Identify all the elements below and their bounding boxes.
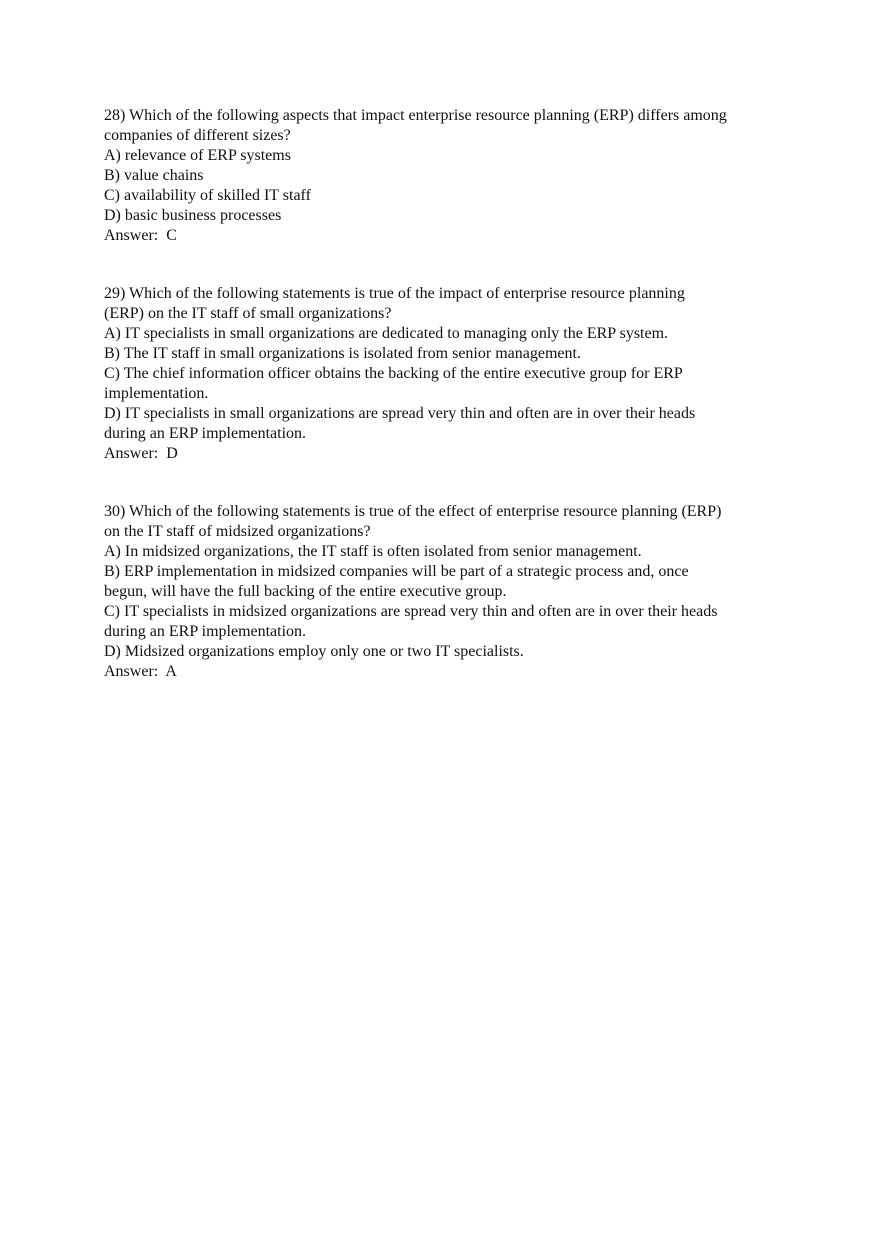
question-stem-line: 29) Which of the following statements is true of the impact of enterprise resource planning (104, 285, 685, 302)
answer-option: C) availability of skilled IT staff (104, 187, 311, 204)
answer-option: B) The IT staff in small organizations is isolated from senior management. (104, 345, 581, 362)
answer-key: Answer: A (104, 663, 177, 680)
question-28 (104, 106, 794, 246)
answer-option: A) In midsized organizations, the IT staff is often isolated from senior management. (104, 543, 642, 560)
question-30 (104, 502, 794, 682)
answer-option-continued: during an ERP implementation. (104, 425, 307, 442)
answer-option: D) Midsized organizations employ only one or two IT specialists. (104, 643, 524, 660)
question-stem-line: (ERP) on the IT staff of small organizations? (104, 305, 392, 322)
question-stem-line: 30) Which of the following statements is true of the effect of enterprise resource planning (ERP) (104, 503, 722, 520)
question-stem-line: companies of different sizes? (104, 127, 291, 144)
question-stem-line: 28) Which of the following aspects that impact enterprise resource planning (ERP) differs among (104, 107, 727, 124)
answer-option: D) IT specialists in small organizations are spread very thin and often are in over their heads (104, 405, 696, 422)
answer-option: A) IT specialists in small organizations are dedicated to managing only the ERP system. (104, 325, 669, 342)
answer-option: B) ERP implementation in midsized companies will be part of a strategic process and, once (104, 563, 689, 580)
answer-option-continued: begun, will have the full backing of the entire executive group. (104, 583, 507, 600)
question-29 (104, 284, 794, 464)
answer-option-continued: implementation. (104, 385, 209, 402)
answer-option: D) basic business processes (104, 207, 282, 224)
answer-option: B) value chains (104, 167, 204, 184)
answer-option: C) The chief information officer obtains the backing of the entire executive group for ERP (104, 365, 683, 382)
answer-option-continued: during an ERP implementation. (104, 623, 307, 640)
answer-key: Answer: D (104, 445, 178, 462)
question-stem-line: on the IT staff of midsized organizations? (104, 523, 371, 540)
question-list (104, 106, 794, 720)
answer-key: Answer: C (104, 227, 177, 244)
answer-option: A) relevance of ERP systems (104, 147, 291, 164)
answer-option: C) IT specialists in midsized organizations are spread very thin and often are in over their heads (104, 603, 718, 620)
